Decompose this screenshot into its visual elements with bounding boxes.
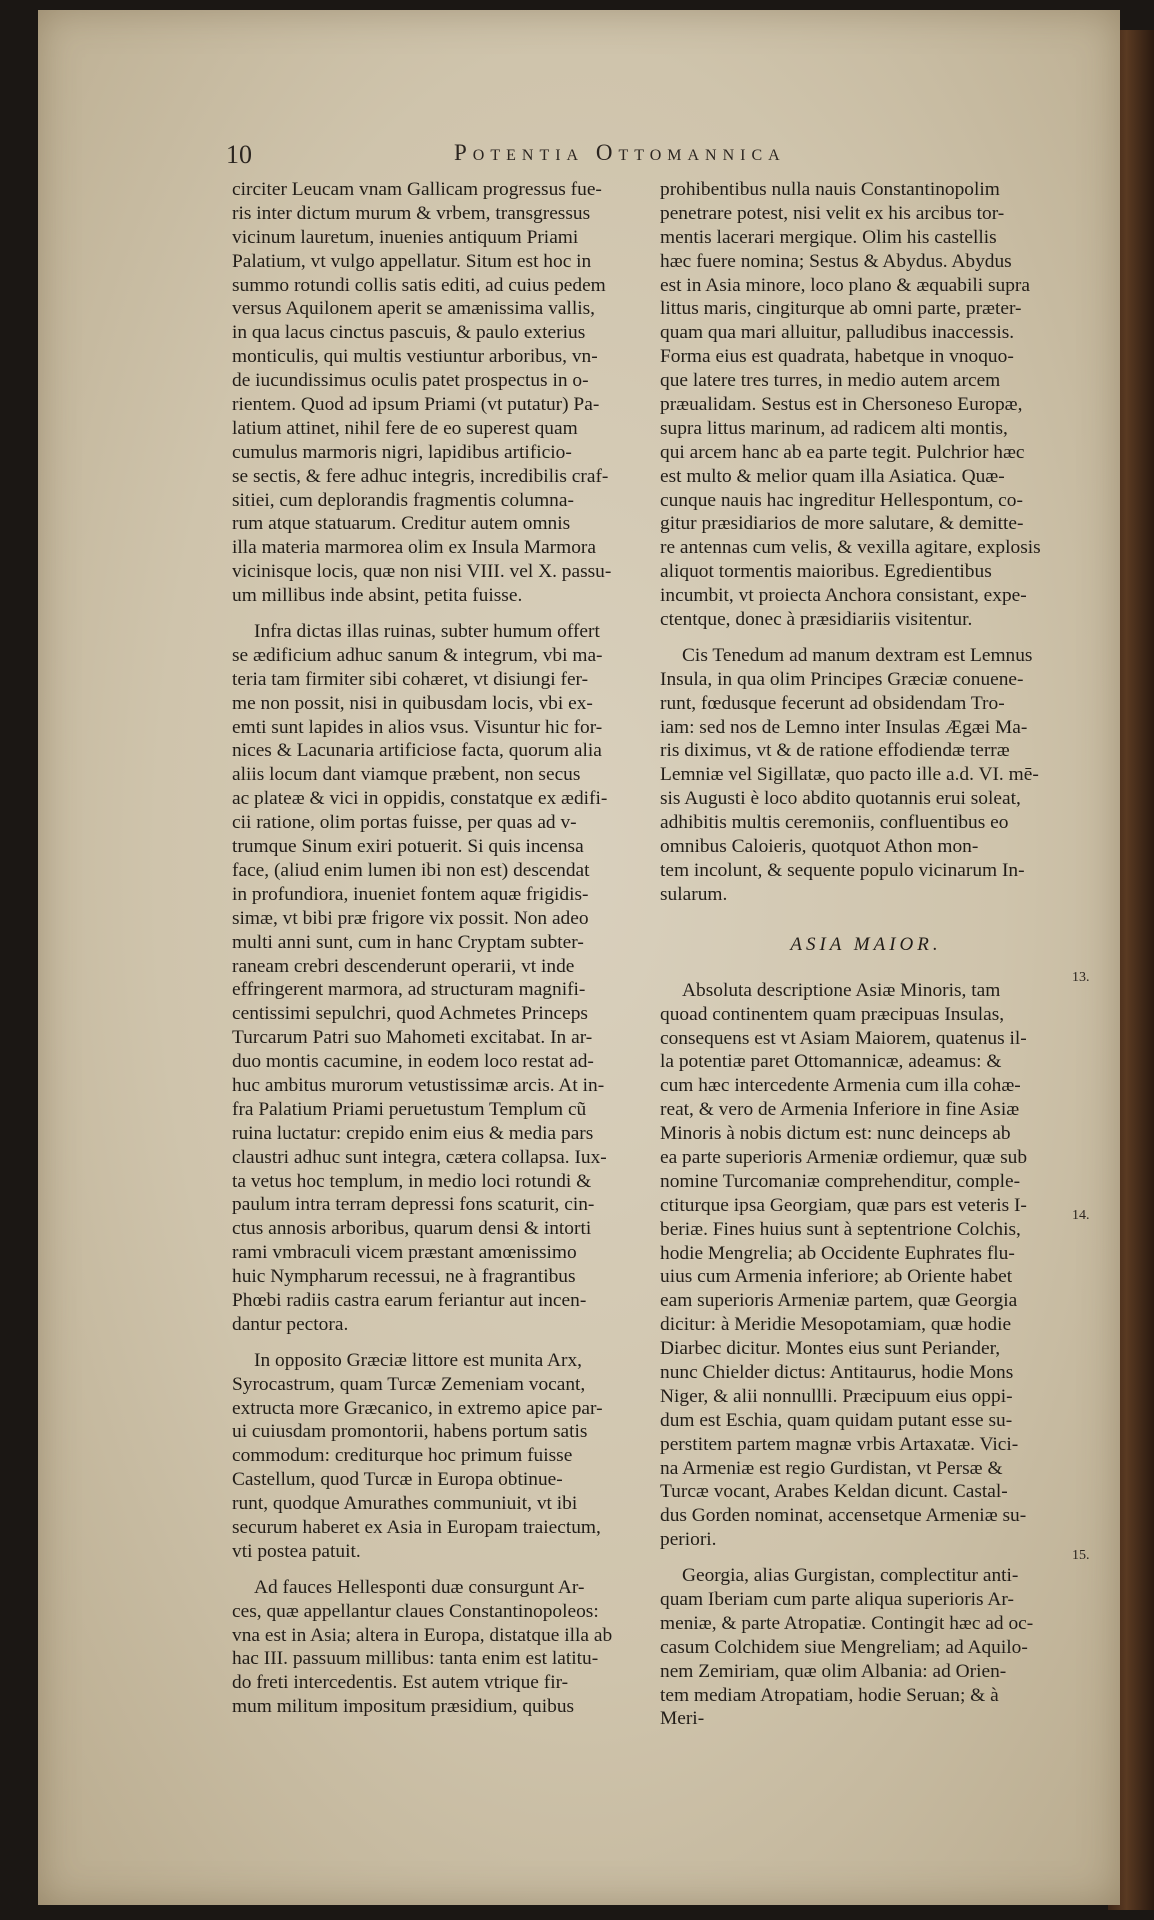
text-line: paulum intra terram depressi fons scaturit, cin- bbox=[232, 1194, 595, 1216]
text-line: Diarbec dicitur. Montes eius sunt Periander, bbox=[660, 1338, 1001, 1360]
text-line: quam qua mari alluitur, palludibus inaccessis. bbox=[660, 322, 1015, 344]
right-column bbox=[660, 178, 1072, 1731]
text-line: se ædificium adhuc sanum & integrum, vbi ma- bbox=[232, 644, 603, 666]
text-line: Phœbi radiis castra earum feriantur aut incen- bbox=[232, 1289, 587, 1311]
text-line: Georgia, alias Gurgistan, complectitur anti- bbox=[682, 1565, 1019, 1587]
text-line: effringerent marmora, ad structuram magnifi- bbox=[232, 979, 586, 1001]
text-line: me non possit, nisi in quibusdam locis, vbi ex- bbox=[232, 692, 593, 714]
text-line: beriæ. Fines huius sunt à septentrione Colchis, bbox=[660, 1218, 1021, 1240]
text-line: vna est in Asia; altera in Europa, distatque illa ab bbox=[232, 1624, 613, 1646]
text-line: la potentiæ paret Ottomannicæ, adeamus: & bbox=[660, 1051, 1002, 1073]
text-line: qui arcem hanc ab ea parte tegit. Pulchrior hæc bbox=[660, 441, 1025, 463]
text-line: in profundiora, inueniet fontem aquæ frigidis- bbox=[232, 883, 589, 905]
text-line: runt, fœdusque fecerunt ad obsidendam Tro- bbox=[660, 692, 1005, 714]
text-line: na Armeniæ est regio Gurdistan, vt Persæ & bbox=[660, 1457, 1003, 1479]
text-line: re antennas cum velis, & vexilla agitare, explosis bbox=[660, 537, 1041, 559]
text-line: tem incolunt, & sequente populo vicinarum In- bbox=[660, 859, 1025, 881]
text-line: Ad fauces Hellesponti duæ consurgunt Ar- bbox=[254, 1576, 585, 1598]
text-line: Castellum, quod Turcæ in Europa obtinue- bbox=[232, 1469, 563, 1491]
text-line: ctentque, donec à præsidiariis visitentur. bbox=[660, 609, 973, 631]
text-line: Turcarum Patri suo Mahometi excitabat. In ar- bbox=[232, 1027, 593, 1049]
text-line: de iucundissimus oculis patet prospectus in o- bbox=[232, 370, 589, 392]
text-line: extructa more Græcanico, in extremo apice par- bbox=[232, 1397, 603, 1419]
text-line: Syrocastrum, quam Turcæ Zemeniam vocant, bbox=[232, 1373, 586, 1395]
text-line: prohibentibus nulla nauis Constantinopolim bbox=[660, 179, 1000, 200]
margin-note-13: 13. bbox=[1072, 970, 1090, 985]
page-number: 10 bbox=[226, 140, 252, 169]
text-line: aliquot tormentis maioribus. Egredientibus bbox=[660, 561, 992, 583]
text-line: gitur præsidiarios de more salutare, & demitte- bbox=[660, 513, 1024, 535]
text-line: securum haberet ex Asia in Europam traiectum, bbox=[232, 1516, 601, 1538]
text-line: face, (aliud enim lumen ibi non est) descendat bbox=[232, 859, 590, 881]
right-paragraph-1 bbox=[660, 178, 1072, 632]
text-line: cunque nauis hac ingreditur Hellespontum, co- bbox=[660, 489, 1023, 511]
text-line: iam: sed nos de Lemno inter Insulas Ægæi Ma- bbox=[660, 716, 1028, 738]
text-line: teria tam firmiter sibi cohæret, vt disiungi fer- bbox=[232, 668, 589, 690]
text-line: in qua lacus cinctus pascuis, & paulo exterius bbox=[232, 322, 586, 344]
text-line: præualidam. Sestus est in Chersoneso Europæ, bbox=[660, 394, 1023, 416]
text-line: mentis lacerari mergique. Olim his castellis bbox=[660, 226, 997, 248]
left-paragraph-2 bbox=[232, 620, 640, 1337]
left-paragraph-3 bbox=[232, 1349, 640, 1564]
text-line: ris diximus, vt & de ratione effodiendæ terræ bbox=[660, 740, 1010, 762]
text-line: fra Palatium Priami peruetustum Templum cũ bbox=[232, 1098, 587, 1120]
text-line: meniæ, & parte Atropatiæ. Contingit hæc ad oc- bbox=[660, 1612, 1034, 1634]
text-line: Absoluta descriptione Asiæ Minoris, tam bbox=[682, 979, 1001, 1001]
text-line: In opposito Græciæ littore est munita Arx, bbox=[254, 1349, 582, 1371]
text-line: runt, quodque Amurathes communiuit, vt ibi bbox=[232, 1493, 578, 1515]
text-line: commodum: crediturque hoc primum fuisse bbox=[232, 1445, 573, 1467]
text-line: dus Gorden nominat, accensetque Armeniæ su- bbox=[660, 1505, 1027, 1527]
text-line: monticulis, qui multis vestiuntur arboribus, vn- bbox=[232, 346, 598, 368]
text-line: ruina luctatur: crepido enim eius & media pars bbox=[232, 1122, 594, 1144]
text-line: versus Aquilonem aperit se amænissima vallis, bbox=[232, 298, 595, 320]
text-line: quam Iberiam cum parte aliqua superioris Ar- bbox=[660, 1588, 1014, 1610]
text-line: duo montis cacumine, in eodem loco restat ad- bbox=[232, 1051, 594, 1073]
text-line: illa materia marmorea olim ex Insula Marmora bbox=[232, 537, 596, 559]
text-line: simæ, vt bibi præ frigore vix possit. Non adeo bbox=[232, 907, 589, 929]
text-line: Lemniæ vel Sigillatæ, quo pacto ille a.d. VI. mē- bbox=[660, 764, 1039, 786]
text-line: rientem. Quod ad ipsum Priami (vt putatur) Pa- bbox=[232, 394, 600, 416]
left-paragraph-4 bbox=[232, 1576, 640, 1719]
text-line: ctiturque ipsa Georgiam, quæ pars est veteris I- bbox=[660, 1194, 1027, 1216]
text-line: huc ambitus murorum vetustissimæ arcis. At in- bbox=[232, 1074, 605, 1096]
text-line: ctus annosis arboribus, quarum densi & intorti bbox=[232, 1218, 592, 1240]
text-line: quoad continentem quam præcipuas Insulas, bbox=[660, 1003, 1005, 1025]
text-line: latium attinet, nihil fere de eo superest quam bbox=[232, 417, 578, 439]
text-line: cumulus marmoris nigri, lapidibus artificio- bbox=[232, 441, 572, 463]
text-line: rami vmbraculi vicem præstant amœnissimo bbox=[232, 1242, 577, 1264]
text-line: sitiei, cum deplorandis fragmentis columna- bbox=[232, 489, 574, 511]
text-line: trumque Sinum exiri potuerit. Si quis incensa bbox=[232, 836, 584, 858]
text-line: cii ratione, olim portas fuisse, per quas ad v- bbox=[232, 812, 577, 834]
section-title: ASIA MAIOR. bbox=[790, 933, 942, 955]
text-line: Niger, & alii nonnullli. Præcipuum eius oppi- bbox=[660, 1385, 1013, 1407]
text-line: nomine Turcomaniæ comprehenditur, comple- bbox=[660, 1170, 1021, 1192]
text-line: eam superioris Armeniæ partem, quæ Georgia bbox=[660, 1290, 1018, 1312]
text-line: sularum. bbox=[660, 883, 728, 905]
text-line: hodie Mengrelia; ab Occidente Euphrates flu- bbox=[660, 1242, 1015, 1264]
text-line: tem mediam Atropatiam, hodie Seruan; & à bbox=[660, 1684, 999, 1706]
left-paragraph-1 bbox=[232, 178, 640, 608]
text-line: Infra dictas illas ruinas, subter humum offert bbox=[254, 621, 600, 643]
text-line: ta vetus hoc templum, in medio loci rotundi & bbox=[232, 1170, 592, 1192]
text-line: emti sunt lapides in alios vsus. Visuntur hic for- bbox=[232, 716, 603, 738]
text-line: hæc fuere nomina; Sestus & Abydus. Abydus bbox=[660, 250, 1012, 272]
text-line: circiter Leucam vnam Gallicam progressus fue- bbox=[232, 179, 602, 200]
text-line: Minoris à nobis dictum est: nunc deinceps ab bbox=[660, 1123, 1011, 1145]
text-line: raneam crebri descenderunt operarii, vt inde bbox=[232, 955, 575, 977]
text-line: penetrare potest, nisi velit ex his arcibus tor- bbox=[660, 202, 1005, 224]
text-line: littus maris, cingiturque ab omni parte, præter- bbox=[660, 298, 1022, 320]
text-line: vicinisque locis, quæ non nisi VIII. vel X. passu- bbox=[232, 561, 612, 583]
text-line: sis Augusti è loco abdito quotannis erui soleat, bbox=[660, 788, 1021, 810]
text-line: centissimi sepulchri, quod Achmetes Princeps bbox=[232, 1003, 588, 1025]
text-line: claustri adhuc sunt integra, cætera collapsa. Iux- bbox=[232, 1146, 607, 1168]
text-line: nices & Lacunaria artificiose facta, quorum alia bbox=[232, 740, 602, 762]
text-line: Forma eius est quadrata, habetque in vnoquo- bbox=[660, 346, 1014, 368]
text-line: vti postea patuit. bbox=[232, 1540, 361, 1562]
text-line: rum atque statuarum. Creditur autem omnis bbox=[232, 513, 571, 535]
text-line: est in Asia minore, loco plano & æquabili supra bbox=[660, 274, 1030, 296]
margin-note-14: 14. bbox=[1072, 1208, 1090, 1223]
text-line: hac III. passuum millibus: tanta enim est latitu- bbox=[232, 1648, 599, 1670]
text-line: casum Colchidem siue Mengreliam; ad Aquilo- bbox=[660, 1636, 1028, 1658]
text-line: vicinum lauretum, inuenies antiquum Priami bbox=[232, 226, 579, 248]
text-line: nem Zemiriam, quæ olim Albania: ad Orien- bbox=[660, 1660, 1007, 1682]
text-line: supra littus marinum, ad radicem alti montis, bbox=[660, 417, 1008, 439]
text-line: um millibus inde absint, petita fuisse. bbox=[232, 585, 523, 607]
text-line: ris inter dictum murum & vrbem, transgressus bbox=[232, 202, 591, 224]
right-paragraph-2 bbox=[660, 644, 1072, 907]
text-line: adhibitis multis ceremoniis, confluentibus eo bbox=[660, 812, 1009, 834]
margin-note-15: 15. bbox=[1072, 1548, 1090, 1563]
text-line: periori. bbox=[660, 1529, 717, 1551]
text-line: est multo & melior quam illa Asiatica. Quæ- bbox=[660, 465, 1005, 487]
text-line: dum est Eschia, quam quidam putant esse su- bbox=[660, 1409, 1013, 1431]
text-line: dantur pectora. bbox=[232, 1313, 349, 1335]
text-line: reat, & vero de Armenia Inferiore in fine Asiæ bbox=[660, 1099, 1020, 1121]
left-column bbox=[232, 178, 640, 1719]
text-line: summo rotundi collis satis editi, ad cuius pedem bbox=[232, 274, 606, 296]
text-line: que latere tres turres, in medio autem arcem bbox=[660, 370, 1001, 392]
text-line: aliis locum dant viamque præbent, non secus bbox=[232, 764, 581, 786]
text-line: Insula, in qua olim Principes Græciæ conuene- bbox=[660, 668, 1024, 690]
text-line: uius cum Armenia inferiore; ab Oriente habet bbox=[660, 1266, 1013, 1288]
text-line: ui cuiusdam promontorii, habens portum satis bbox=[232, 1421, 588, 1443]
text-line: nunc Chielder dictus: Antitaurus, hodie Mons bbox=[660, 1361, 1014, 1383]
text-line: Palatium, vt vulgo appellatur. Situm est hoc in bbox=[232, 250, 592, 272]
text-line: Cis Tenedum ad manum dextram est Lemnus bbox=[682, 644, 1033, 666]
text-line: multi anni sunt, cum in hanc Cryptam subter- bbox=[232, 931, 584, 953]
text-line: mum militum impositum præsidium, quibus bbox=[232, 1696, 575, 1718]
text-line: huic Nympharum recessui, ne à fragrantibus bbox=[232, 1266, 576, 1288]
text-line: dicitur: à Meridie Mesopotamiam, quæ hodie bbox=[660, 1314, 1012, 1336]
text-line: consequens est vt Asiam Maiorem, quatenus il- bbox=[660, 1027, 1027, 1049]
right-paragraph-4 bbox=[660, 1564, 1072, 1731]
text-line: Meri- bbox=[660, 1708, 705, 1730]
right-paragraph-3 bbox=[660, 979, 1072, 1552]
text-line: ac plateæ & vici in oppidis, constatque ex ædifi- bbox=[232, 788, 608, 810]
text-line: cum hæc intercedente Armenia cum illa cohæ- bbox=[660, 1075, 1021, 1097]
text-line: perstitem partem magnæ vrbis Artaxatæ. Vici- bbox=[660, 1433, 1019, 1455]
running-head: Potentia Ottomannica bbox=[454, 140, 786, 165]
text-line: incumbit, vt proiecta Anchora consistant, expe- bbox=[660, 585, 1027, 607]
text-line: Turcæ vocant, Arabes Keldan dicunt. Castal- bbox=[660, 1481, 1008, 1503]
text-line: se sectis, & fere adhuc integris, incredibilis craf- bbox=[232, 465, 609, 487]
text-line: do freti intercedentis. Est autem vtrique fir- bbox=[232, 1672, 569, 1694]
text-line: ea parte superioris Armeniæ ordiemur, quæ sub bbox=[660, 1146, 1028, 1168]
text-line: omnibus Caloieris, quotquot Athon mon- bbox=[660, 836, 979, 858]
text-line: ces, quæ appellantur claues Constantinopoleos: bbox=[232, 1600, 599, 1622]
